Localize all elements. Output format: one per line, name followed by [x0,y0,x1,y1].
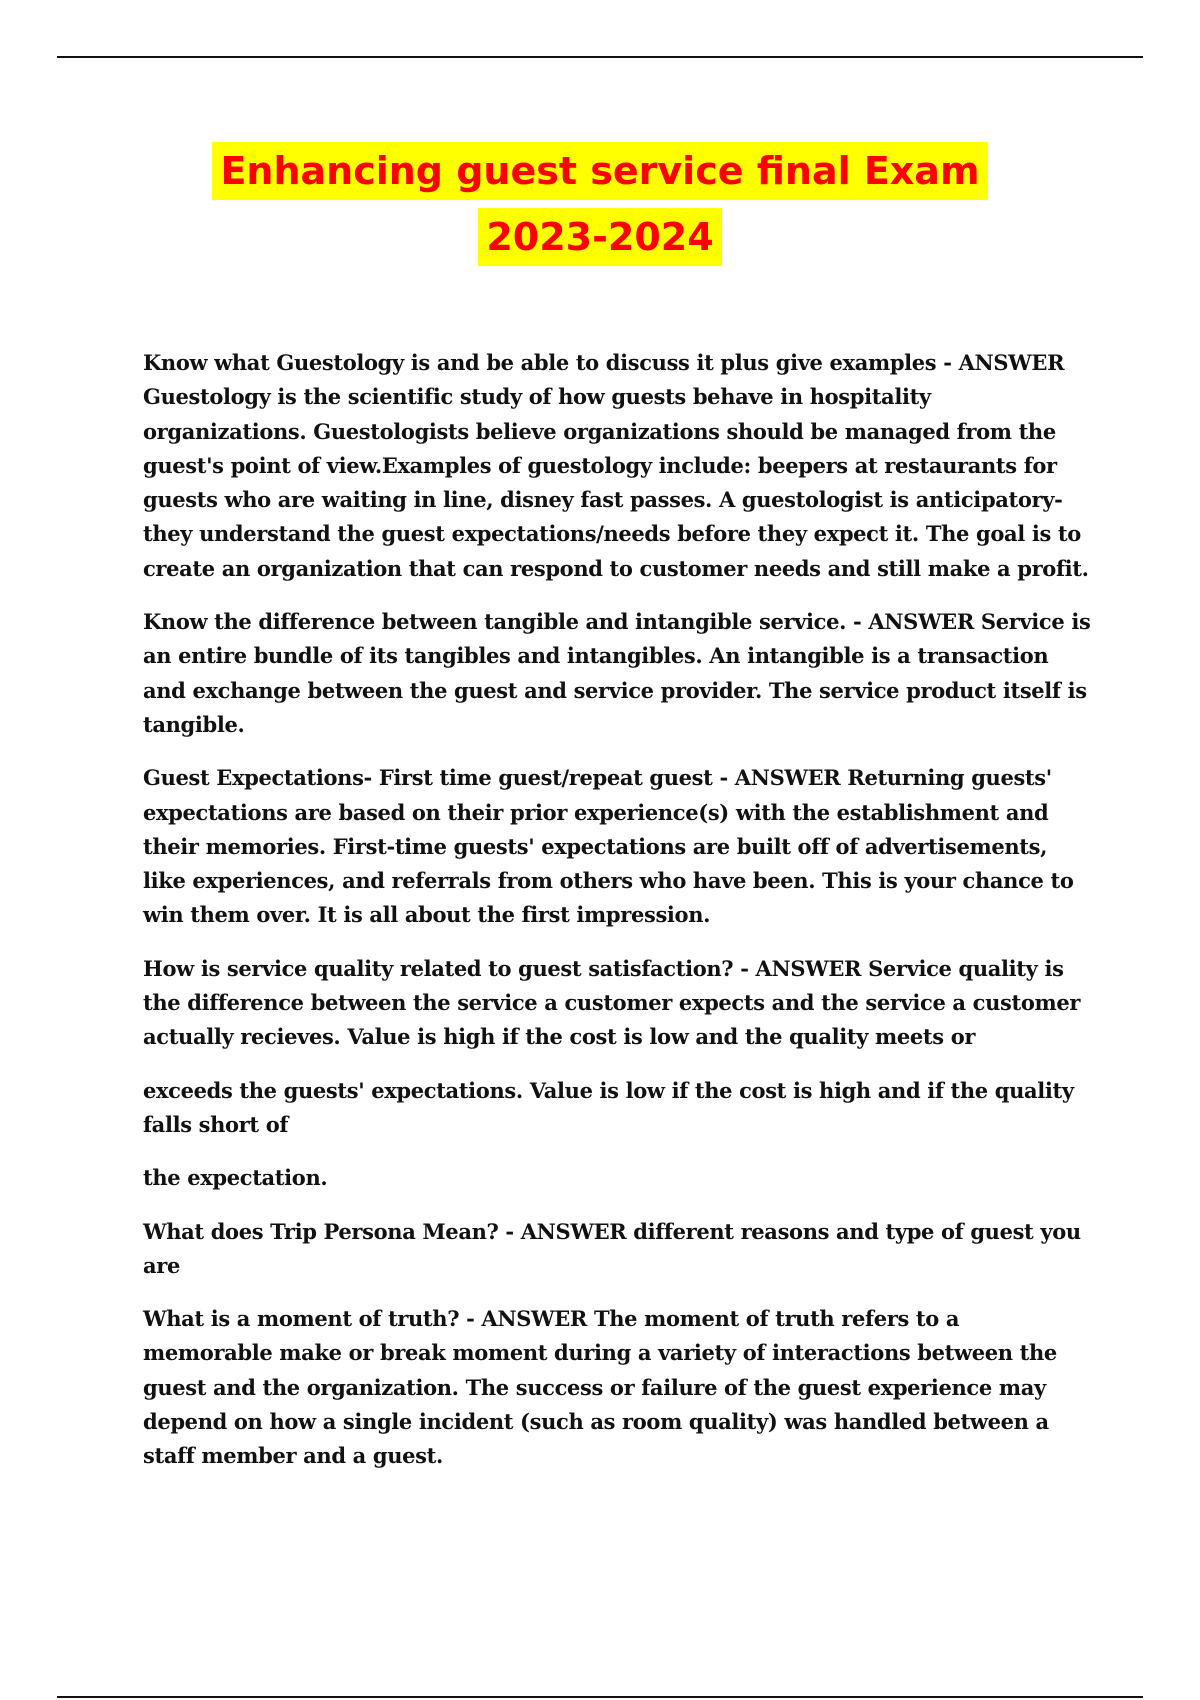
qa-paragraph-guest-expectations: Guest Expectations- First time guest/repeat guest - ANSWER Returning guests' expectations are based on their prior experience(s) with the establishment and their memories. First-time guests' expectations are built off of advertisements, like experiences, and referrals from others who have been. This is your chance to win them over. It is all about the first impression. [143,765,1074,928]
title-line-1: Enhancing guest service final Exam [212,142,987,200]
qa-paragraph-service-quality: How is service quality related to guest satisfaction? - ANSWER Service quality is the difference between the service a customer expects and the service a customer actually recieves. Value is high if the cost is low and the quality meets or [143,955,1081,1050]
qa-paragraph-service-quality-cont: exceeds the guests' expectations. Value is low if the cost is high and if the quality falls short of [143,1077,1074,1137]
header-rule [57,56,1143,58]
title-line-2: 2023-2024 [478,208,721,266]
qa-paragraph-service-quality-end: the expectation. [143,1165,328,1191]
document-title [0,142,1200,266]
document-body [143,346,1093,1493]
qa-paragraph-tangible-service: Know the difference between tangible and intangible service. - ANSWER Service is an entire bundle of its tangibles and intangibles. An intangible is a transaction and exchange between the guest and service provider. The service product itself is tangible. [143,609,1091,737]
footer-rule [57,1696,1143,1698]
qa-paragraph-moment-of-truth: What is a moment of truth? - ANSWER The moment of truth refers to a memorable make or break moment during a variety of interactions between the guest and the organization. The success or failure of the guest experience may depend on how a single incident (such as room quality) was handled between a staff member and a guest. [143,1306,1057,1469]
qa-paragraph-trip-persona: What does Trip Persona Mean? - ANSWER different reasons and type of guest you are [143,1218,1081,1278]
qa-paragraph-guestology: Know what Guestology is and be able to discuss it plus give examples - ANSWER Guestology is the scientific study of how guests behave in hospitality organizations. Guestologists believe organizations should be managed from the guest's point of view.Examples of guestology include: beepers at restaurants for guests who are waiting in line, disney fast passes. A guestologist is anticipatory- they understand the guest expectations/needs before they expect it. The goal is to create an organization that can respond to customer needs and still make a profit. [143,350,1089,581]
